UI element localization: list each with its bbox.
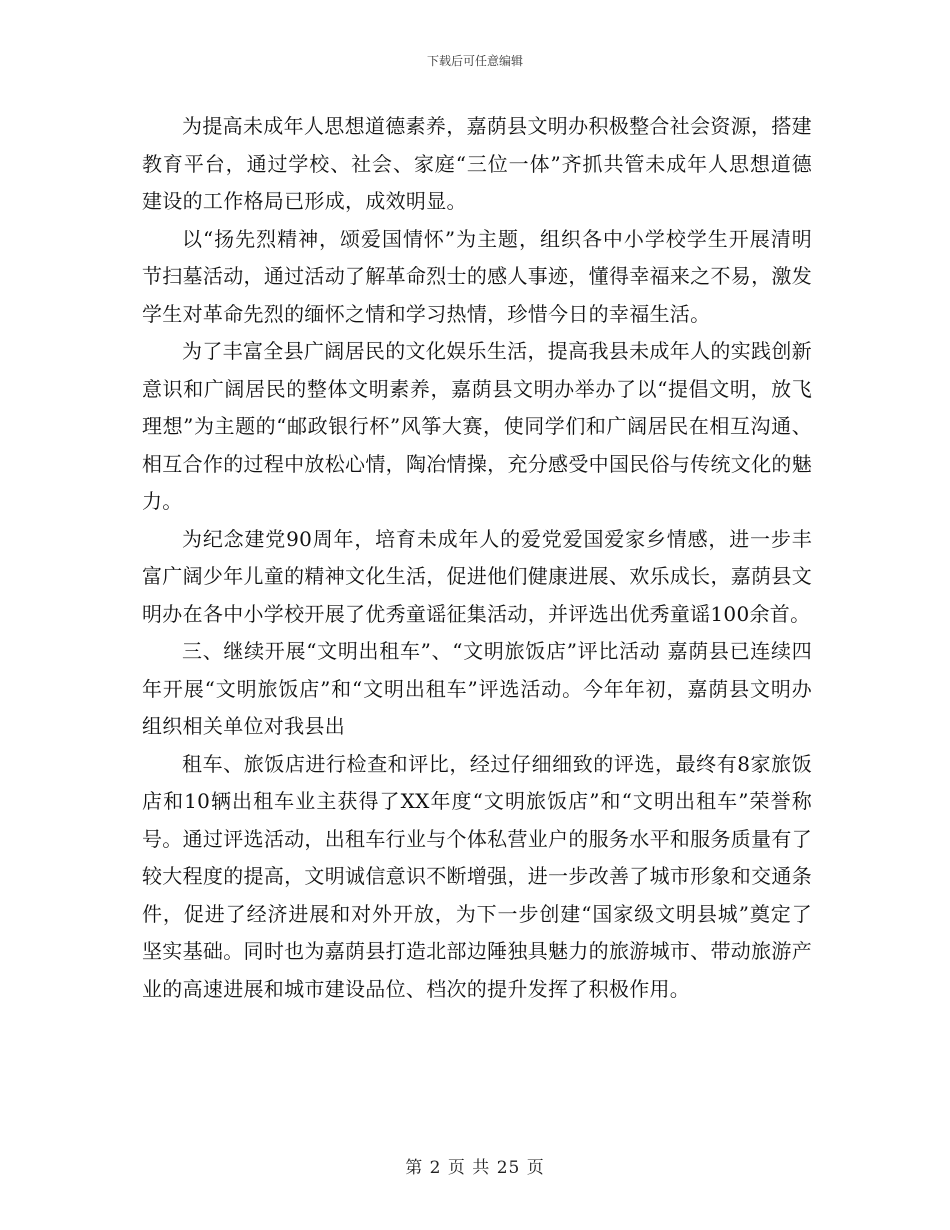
paragraph: 租车、旅饭店进行检查和评比，经过仔细细致的评选，最终有8家旅饭店和10辆出租车业主获得了XX年度“文明旅饭店”和“文明出租车”荣誉称号。通过评选活动，出租车行业与个体私营业户的服务水平和服务质量有了较大程度的提高，文明诚信意识不断增强，进一步改善了城市形象和交通条件，促进了经济进展和对外开放，为下一步创建“国家级文明县城”奠定了坚实基础。同时也为嘉荫县打造北部边陲独具魅力的旅游城市、带动旅游产业的高速进展和城市建设品位、档次的提升发挥了积极作用。 (142, 751, 812, 1001)
header-note: 下载后可任意编辑 (426, 54, 523, 68)
page-number: 第 2 页 共 25 页 (405, 1158, 545, 1178)
paragraph: 为纪念建党90周年，培育未成年人的爱党爱国爱家乡情感，进一步丰富广阔少年儿童的精神文化生活，促进他们健康进展、欢乐成长，嘉荫县文明办在各中小学校开展了优秀童谣征集活动，并评选出优秀童谣100余首。 (142, 526, 812, 626)
paragraph: 以“扬先烈精神，颂爱国情怀”为主题，组织各中小学校学生开展清明节扫墓活动，通过活动了解革命烈士的感人事迹，懂得幸福来之不易，激发学生对革命先烈的缅怀之情和学习热情，珍惜今日的幸福生活。 (142, 226, 812, 326)
document-body (142, 108, 812, 1008)
paragraph: 为提高未成年人思想道德素养，嘉荫县文明办积极整合社会资源，搭建教育平台，通过学校、社会、家庭“三位一体”齐抓共管未成年人思想道德建设的工作格局已形成，成效明显。 (142, 114, 812, 213)
paragraph: 三、继续开展“文明出租车”、“文明旅饭店”评比活动 嘉荫县已连续四年开展“文明旅饭店”和“文明出租车”评选活动。今年年初，嘉荫县文明办组织相关单位对我县出 (142, 639, 812, 738)
paragraph: 为了丰富全县广阔居民的文化娱乐生活，提高我县未成年人的实践创新意识和广阔居民的整体文明素养，嘉荫县文明办举办了以“提倡文明，放飞理想”为主题的“邮政银行杯”风筝大赛，使同学们和广阔居民在相互沟通、相互合作的过程中放松心情，陶冶情操，充分感受中国民俗与传统文化的魅力。 (142, 339, 812, 513)
